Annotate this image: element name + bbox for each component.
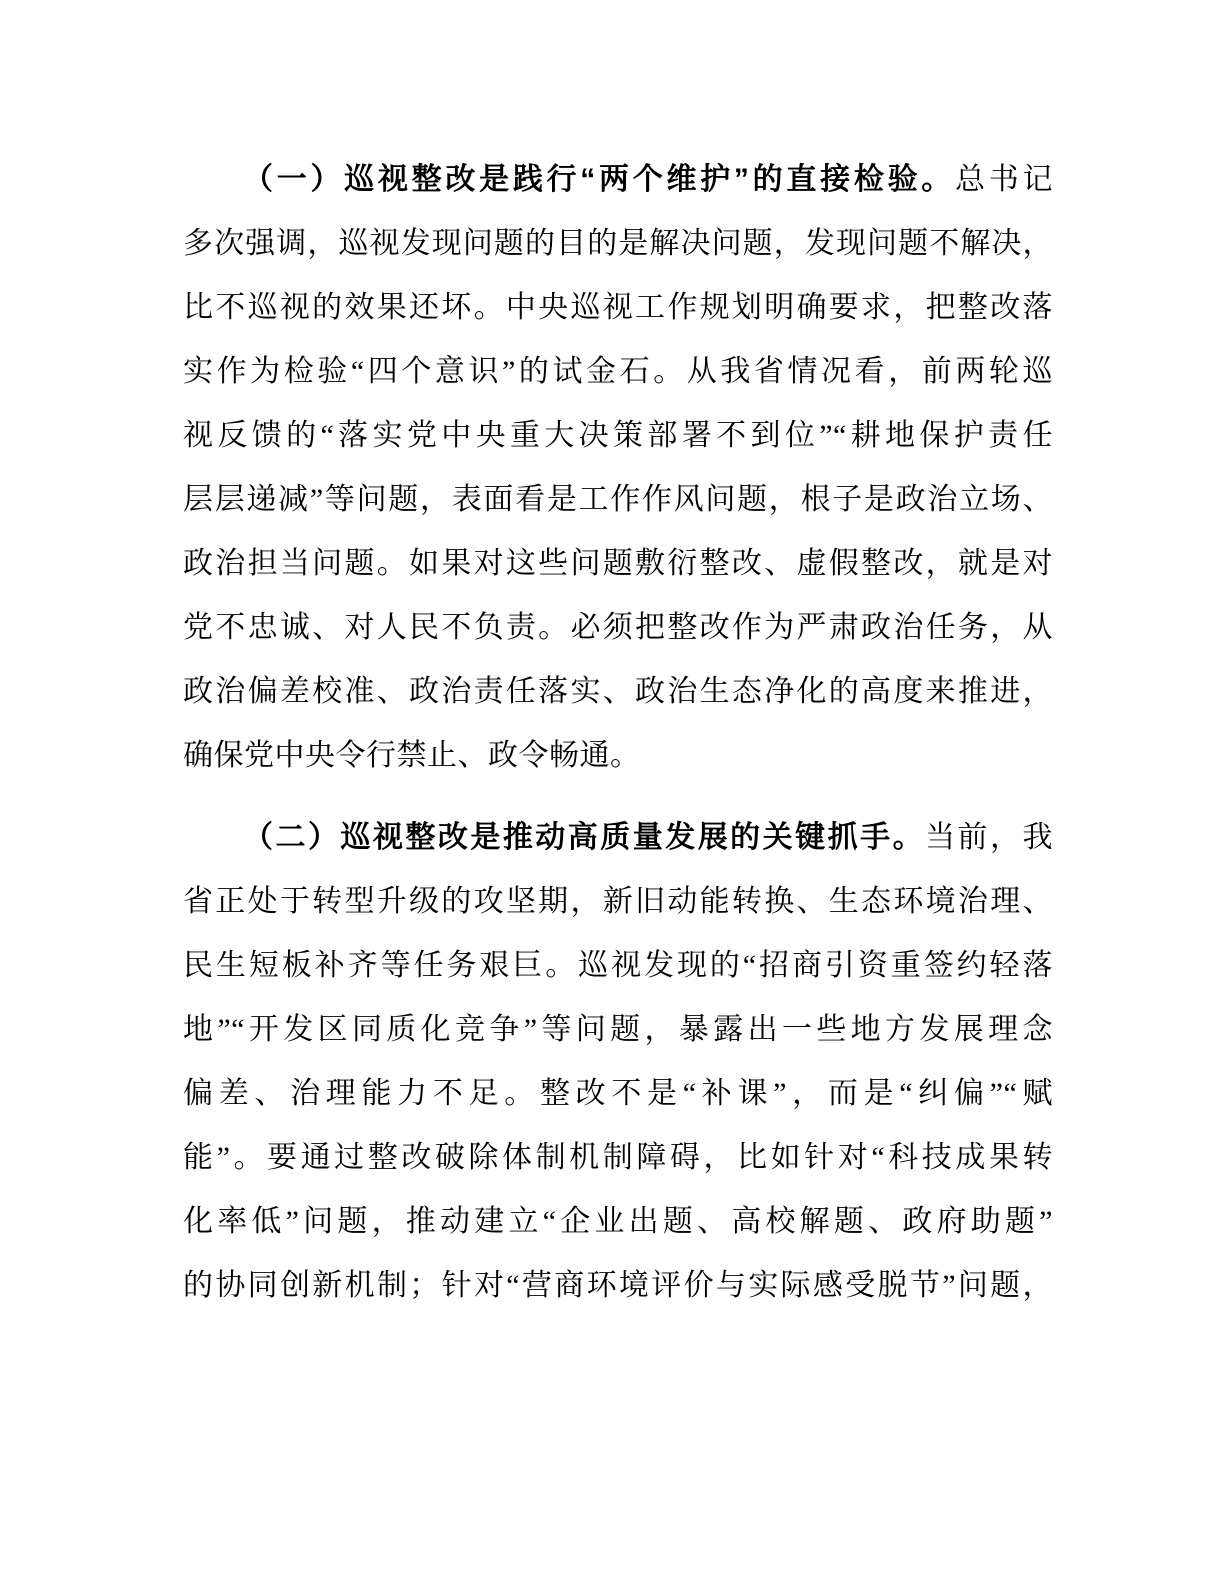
line-text: 政治担当问题。如果对这些问题敷衍整改、虚假整改，就是对: [183, 547, 1053, 580]
text-line: [183, 870, 1053, 934]
line-text: 地”“开发区同质化竞争”等问题，暴露出一些地方发展理念: [183, 1013, 1053, 1046]
text-line: [183, 276, 1053, 340]
line-text: 确保党中央令行禁止、政令畅通。: [183, 739, 641, 772]
text-line: [183, 532, 1053, 596]
text-line: [183, 404, 1053, 468]
text-line: [183, 1254, 1053, 1318]
text-line: [183, 934, 1053, 998]
text-line: [183, 148, 1053, 212]
paragraph-2-heading: （二）巡视整改是推动高质量发展的关键抓手。: [243, 821, 926, 854]
line-text: 实作为检验“四个意识”的试金石。从我省情况看，前两轮巡: [183, 355, 1053, 388]
paragraph-1-heading: （一）巡视整改是践行“两个维护”的直接检验。: [243, 163, 956, 196]
text-line: [183, 1190, 1053, 1254]
line-text: 比不巡视的效果还坏。中央巡视工作规划明确要求，把整改落: [183, 291, 1053, 324]
text-line: [183, 468, 1053, 532]
line-text: 多次强调，巡视发现问题的目的是解决问题，发现问题不解决，: [183, 227, 1053, 260]
line-text: 能”。要通过整改破除体制机制障碍，比如针对“科技成果转: [183, 1141, 1053, 1174]
text-line: [183, 998, 1053, 1062]
text-line: [183, 724, 1053, 788]
text-line: [183, 212, 1053, 276]
text-line: [183, 1062, 1053, 1126]
line-text: 化率低”问题，推动建立“企业出题、高校解题、政府助题”: [183, 1205, 1053, 1238]
line-text: 总书记: [955, 163, 1054, 196]
line-text: 层层递减”等问题，表面看是工作作风问题，根子是政治立场、: [183, 483, 1053, 516]
paragraph-1: [183, 148, 1053, 788]
line-text: 视反馈的“落实党中央重大决策部署不到位”“耕地保护责任: [183, 419, 1053, 452]
line-text: 偏差、治理能力不足。整改不是“补课”，而是“纠偏”“赋: [183, 1077, 1053, 1110]
line-text: 党不忠诚、对人民不负责。必须把整改作为严肃政治任务，从: [183, 611, 1053, 644]
paragraph-2: [183, 806, 1053, 1318]
document-text-block: [183, 148, 1053, 1318]
line-text: 民生短板补齐等任务艰巨。巡视发现的“招商引资重签约轻落: [183, 949, 1053, 982]
line-text: 政治偏差校准、政治责任落实、政治生态净化的高度来推进，: [183, 675, 1053, 708]
text-line: [183, 1126, 1053, 1190]
text-line: [183, 806, 1053, 870]
line-text: 省正处于转型升级的攻坚期，新旧动能转换、生态环境治理、: [183, 885, 1053, 918]
line-text: 当前，我: [925, 821, 1054, 854]
text-line: [183, 660, 1053, 724]
text-line: [183, 340, 1053, 404]
line-text: 的协同创新机制；针对“营商环境评价与实际感受脱节”问题，: [183, 1269, 1053, 1302]
text-line: [183, 596, 1053, 660]
